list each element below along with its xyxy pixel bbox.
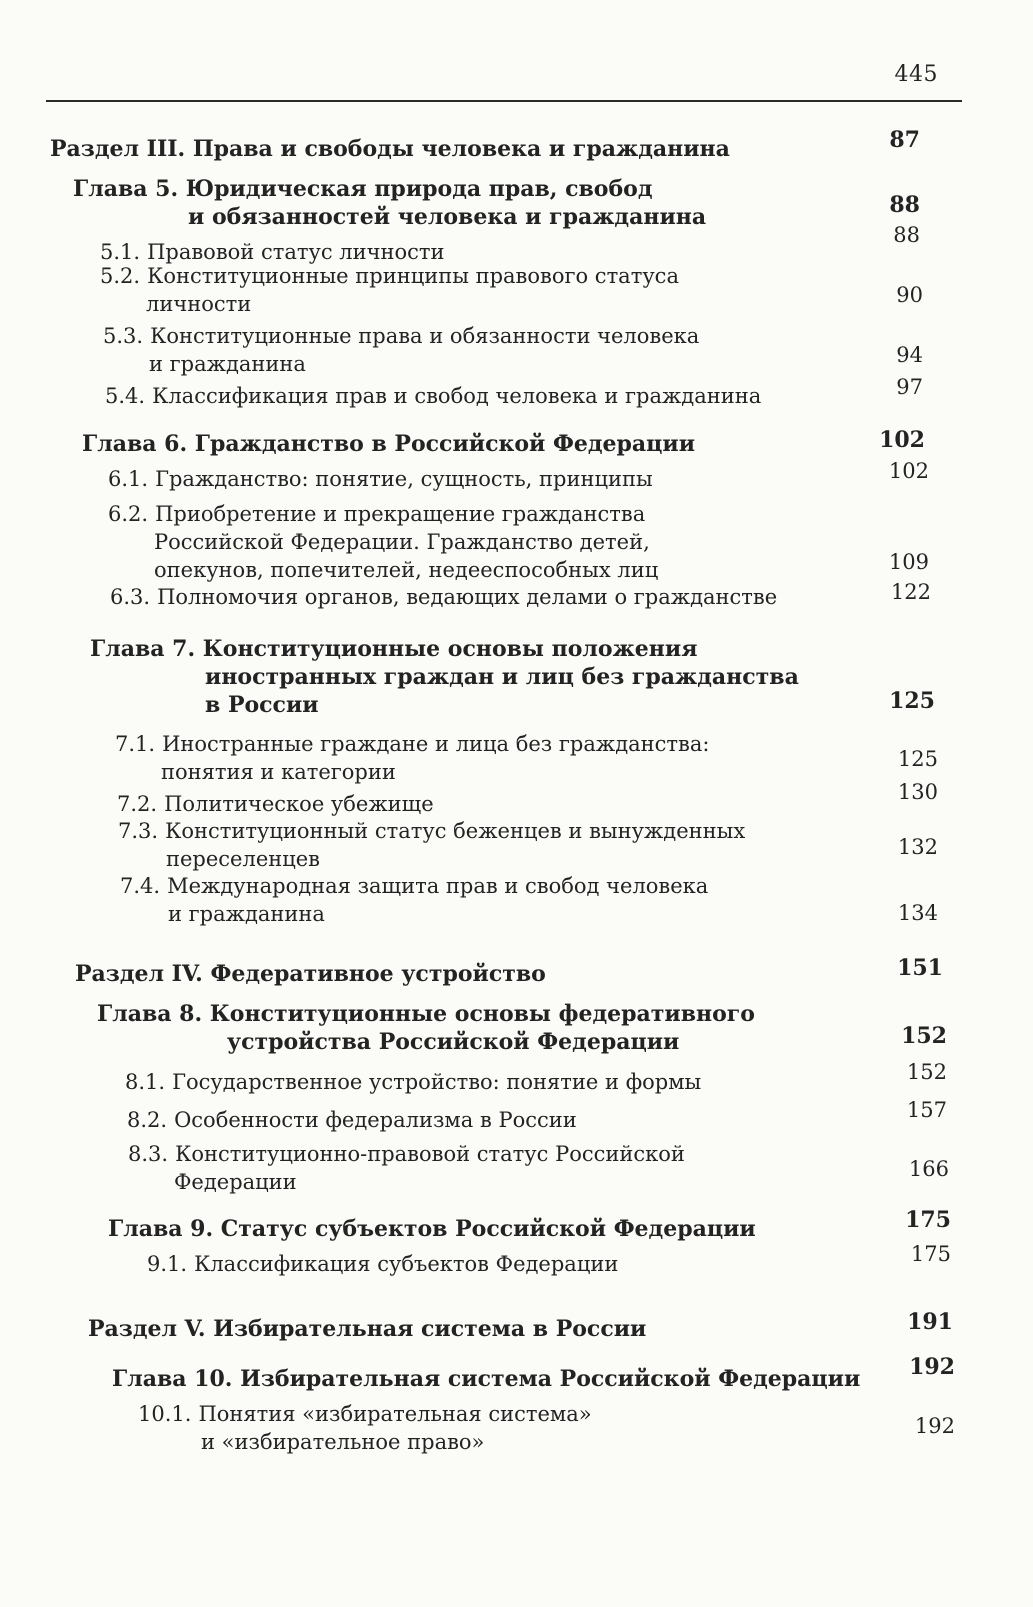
toc-entry-title-line: 7.1. Иностранные граждане и лица без гражданства: xyxy=(115,732,710,756)
toc-entry xyxy=(75,960,546,988)
toc-entry-page: 122 xyxy=(890,580,931,604)
toc-entry-page: 134 xyxy=(897,901,938,925)
toc-entry-number: 6.2. xyxy=(108,502,149,526)
toc-entry-title-line: иностранных граждан и лиц без гражданства xyxy=(205,664,799,690)
toc-entry-page: 94 xyxy=(896,343,923,367)
toc-entry-title-line: 5.1. Правовой статус личности xyxy=(100,240,445,264)
toc-entry-title-line: 5.3. Конституционные права и обязанности человека xyxy=(103,324,700,348)
toc-entry-page: 125 xyxy=(889,688,935,714)
toc-entry-title-line: и гражданина xyxy=(168,902,325,926)
toc-entry-number: 7.4. xyxy=(120,874,161,898)
toc-entry-page: 175 xyxy=(910,1242,951,1266)
toc-entry xyxy=(97,1000,755,1056)
toc-entry xyxy=(138,1400,592,1456)
toc-entry-title-line: 8.1. Государственное устройство: понятие и формы xyxy=(125,1070,702,1094)
toc-entry-number: 5.2. xyxy=(100,264,141,288)
toc-entry-title-line: Российской Федерации. Гражданство детей, xyxy=(154,530,650,554)
toc-entry xyxy=(110,583,777,611)
toc-entry xyxy=(147,1250,618,1278)
toc-entry-title-line: 7.2. Политическое убежище xyxy=(117,792,434,816)
toc-entry-page: 87 xyxy=(889,127,920,153)
toc-entry-page: 152 xyxy=(906,1060,947,1084)
toc-entry xyxy=(108,465,653,493)
toc-entry-title-line: переселенцев xyxy=(166,847,321,871)
toc-entry-page: 152 xyxy=(901,1023,947,1049)
toc-entry-number: 5.4. xyxy=(105,384,146,408)
toc-entry-title-line: устройства Российской Федерации xyxy=(227,1029,680,1055)
toc-entry-title-line: и обязанностей человека и гражданина xyxy=(188,204,707,230)
toc-entry-title-line: Федерации xyxy=(174,1170,297,1194)
header-rule xyxy=(46,100,962,102)
toc-entry-page: 151 xyxy=(897,955,943,981)
toc-entry-page: 125 xyxy=(897,747,938,771)
toc-entry xyxy=(117,790,434,818)
toc-entry-title-line: 6.1. Гражданство: понятие, сущность, принципы xyxy=(108,467,653,491)
toc-entry-title-line: и гражданина xyxy=(149,352,306,376)
toc-entry-title-line: опекунов, попечителей, недееспособных лиц xyxy=(154,558,659,582)
toc-entry-page: 130 xyxy=(897,780,938,804)
toc-entry-page: 88 xyxy=(893,223,920,247)
toc-entry-title-line: 9.1. Классификация субъектов Федерации xyxy=(147,1252,619,1276)
toc-entry-title-line: Глава 8. Конституционные основы федеративного xyxy=(97,1001,755,1027)
toc-entry-title-line: понятия и категории xyxy=(161,760,396,784)
toc-entry xyxy=(108,1215,756,1243)
toc-entry xyxy=(115,730,709,786)
toc-entry xyxy=(82,430,695,458)
toc-entry-page: 191 xyxy=(907,1309,953,1335)
toc-entry-page: 90 xyxy=(896,283,923,307)
toc-entry-page: 97 xyxy=(896,375,923,399)
toc-entry-number: 8.1. xyxy=(125,1070,166,1094)
toc-entry xyxy=(73,175,706,231)
toc-entry-title-line: 10.1. Понятия «избирательная система» xyxy=(138,1402,592,1426)
toc-entry-title-line: 6.2. Приобретение и прекращение гражданства xyxy=(108,502,646,526)
toc-entry-number: 6.3. xyxy=(110,585,151,609)
toc-entry-title-line: Глава 6. Гражданство в Российской Федерации xyxy=(82,431,696,457)
toc-entry xyxy=(108,500,658,584)
toc-entry-title-line: 8.3. Конституционно-правовой статус Российской xyxy=(128,1142,685,1166)
toc-entry-page: 192 xyxy=(914,1414,955,1438)
toc-entry xyxy=(112,1365,860,1393)
toc-entry xyxy=(103,322,699,378)
toc-entry-page: 102 xyxy=(879,427,925,453)
toc-entry-title-line: 7.3. Конституционный статус беженцев и вынужденных xyxy=(118,819,746,843)
toc-entry-title-line: 7.4. Международная защита прав и свобод человека xyxy=(120,874,709,898)
toc-entry-title-line: личности xyxy=(146,292,252,316)
toc-entry-page: 109 xyxy=(888,550,929,574)
toc-entry xyxy=(127,1106,577,1134)
toc-entry-title-line: Раздел III. Права и свободы человека и гражданина xyxy=(50,136,730,162)
toc-entry xyxy=(128,1140,685,1196)
toc-entry-number: 8.2. xyxy=(127,1108,168,1132)
toc-entry-title-line: в России xyxy=(205,692,319,718)
toc-entry-number: 7.2. xyxy=(117,792,158,816)
toc-entry-title-line: 8.2. Особенности федерализма в России xyxy=(127,1108,577,1132)
toc-entry-title-line: Глава 10. Избирательная система Российской Федерации xyxy=(112,1366,861,1392)
toc-entry xyxy=(88,1315,646,1343)
toc-entry-number: 8.3. xyxy=(128,1142,169,1166)
toc-entry-number: 6.1. xyxy=(108,467,149,491)
toc-entry xyxy=(120,872,708,928)
toc-entry-page: 157 xyxy=(906,1098,947,1122)
toc-entry-page: 88 xyxy=(889,192,920,218)
toc-entry-page: 102 xyxy=(888,459,929,483)
toc-entry-title-line: Глава 9. Статус субъектов Российской Федерации xyxy=(108,1216,756,1242)
toc-entry-title-line: Раздел V. Избирательная система в России xyxy=(88,1316,647,1342)
toc-entry-number: 7.3. xyxy=(118,819,159,843)
toc-entry-page: 132 xyxy=(897,835,938,859)
toc-entry-title-line: 5.4. Классификация прав и свобод человека и гражданина xyxy=(105,384,762,408)
toc-entry-number: 9.1. xyxy=(147,1252,188,1276)
toc-entry xyxy=(50,135,730,163)
toc-entry-number: 7.1. xyxy=(115,732,156,756)
toc-entry xyxy=(90,635,799,719)
toc-entry-title-line: и «избирательное право» xyxy=(201,1430,485,1454)
toc-entry-title-line: 6.3. Полномочия органов, ведающих делами о гражданстве xyxy=(110,585,778,609)
toc-entry-number: 5.1. xyxy=(100,240,141,264)
toc-entry-number: 10.1. xyxy=(138,1402,192,1426)
toc-entry-page: 192 xyxy=(909,1354,955,1380)
toc-entry-page: 175 xyxy=(905,1207,951,1233)
toc-entry-title-line: Глава 5. Юридическая природа прав, свобод xyxy=(73,176,653,202)
toc-entry xyxy=(125,1068,701,1096)
toc-entry-number: 5.3. xyxy=(103,324,144,348)
page-number: 445 xyxy=(894,62,938,87)
toc-entry-title-line: Глава 7. Конституционные основы положения xyxy=(90,636,698,662)
toc-entry xyxy=(105,382,761,410)
table-of-contents xyxy=(0,120,1033,1590)
toc-entry xyxy=(100,262,679,318)
toc-entry-title-line: 5.2. Конституционные принципы правового статуса xyxy=(100,264,679,288)
toc-entry-page: 166 xyxy=(908,1157,949,1181)
toc-entry xyxy=(118,817,745,873)
toc-entry-title-line: Раздел IV. Федеративное устройство xyxy=(75,961,546,987)
